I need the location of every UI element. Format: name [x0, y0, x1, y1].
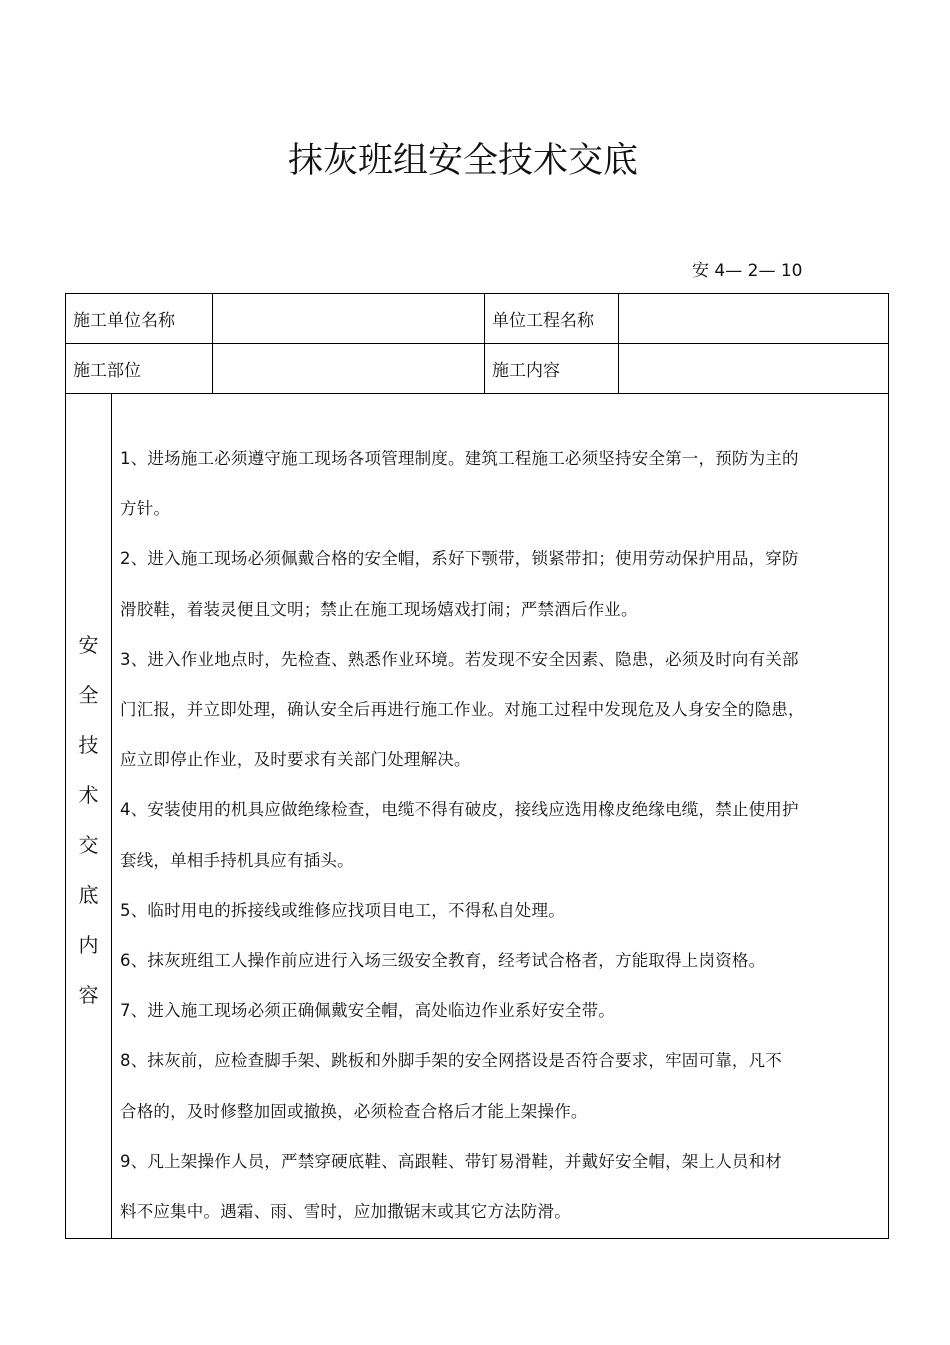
content-line: 9、凡上架操作人员，严禁穿硬底鞋、高跟鞋、带钉易滑鞋，并戴好安全帽，架上人员和材 [120, 1151, 782, 1171]
content-line: 4、安装使用的机具应做绝缘检查，电缆不得有破皮，接线应选用橡皮绝缘电缆，禁止使用护 [120, 800, 799, 820]
content-line: 方针。 [120, 499, 171, 519]
construction-location-label: 施工部位 [66, 344, 213, 394]
content-line: 套线，单相手持机具应有插头。 [120, 850, 354, 870]
disclosure-form-table [65, 293, 889, 1239]
content-line: 合格的，及时修整加固或撤换，必须检查合格后才能上架操作。 [120, 1101, 588, 1121]
section-label-char: 内 [78, 933, 99, 957]
construction-content-value[interactable] [619, 344, 889, 394]
form-row-unit [66, 294, 889, 344]
form-row-disclosure [66, 394, 889, 1239]
disclosure-content-cell [112, 394, 889, 1239]
project-name-label: 单位工程名称 [485, 294, 619, 344]
section-label-char: 技 [78, 733, 99, 757]
section-label-char: 全 [78, 683, 99, 707]
content-line: 3、进入作业地点时，先检查、熟悉作业环境。若发现不安全因素、隐患，必须及时向有关部 [120, 649, 799, 669]
construction-content-label: 施工内容 [485, 344, 619, 394]
content-line: 6、抹灰班组工人操作前应进行入场三级安全教育，经考试合格者，方能取得上岗资格。 [120, 951, 766, 971]
content-line: 料不应集中。遇霜、雨、雪时，应加撒锯末或其它方法防滑。 [120, 1202, 571, 1222]
page-title: 抹灰班组安全技术交底 [287, 141, 638, 181]
section-label-char: 容 [78, 983, 99, 1007]
form-row-location [66, 344, 889, 394]
content-line: 滑胶鞋，着装灵便且文明；禁止在施工现场嬉戏打闹；严禁酒后作业。 [120, 599, 638, 619]
section-label-char: 安 [78, 633, 99, 657]
content-line: 7、进入施工现场必须正确佩戴安全帽，高处临边作业系好安全带。 [120, 1001, 615, 1021]
construction-unit-name-label: 施工单位名称 [66, 294, 213, 344]
section-label-text [66, 620, 111, 1020]
section-label-char: 术 [78, 783, 99, 807]
content-line: 2、进入施工现场必须佩戴合格的安全帽，系好下颚带，锁紧带扣；使用劳动保护用品，穿防 [120, 549, 799, 569]
construction-location-value[interactable] [213, 344, 485, 394]
section-label-char: 交 [78, 833, 99, 857]
document-code: 安 4— 2— 10 [692, 261, 803, 281]
disclosure-content [120, 434, 868, 1237]
content-line: 1、进场施工必须遵守施工现场各项管理制度。建筑工程施工必须坚持安全第一，预防为主的 [120, 449, 799, 468]
content-line: 5、临时用电的拆接线或维修应找项目电工，不得私自处理。 [120, 900, 565, 920]
section-label-char: 底 [78, 883, 99, 907]
construction-unit-name-value[interactable] [213, 294, 485, 344]
section-label [66, 394, 112, 1239]
content-line: 应立即停止作业，及时要求有关部门处理解决。 [120, 750, 471, 770]
content-line: 门汇报，并立即处理，确认安全后再进行施工作业。对施工过程中发现危及人身安全的隐患， [120, 700, 805, 720]
project-name-value[interactable] [619, 294, 889, 344]
content-line: 8、抹灰前，应检查脚手架、跳板和外脚手架的安全网搭设是否符合要求，牢固可靠，凡不 [120, 1051, 782, 1071]
